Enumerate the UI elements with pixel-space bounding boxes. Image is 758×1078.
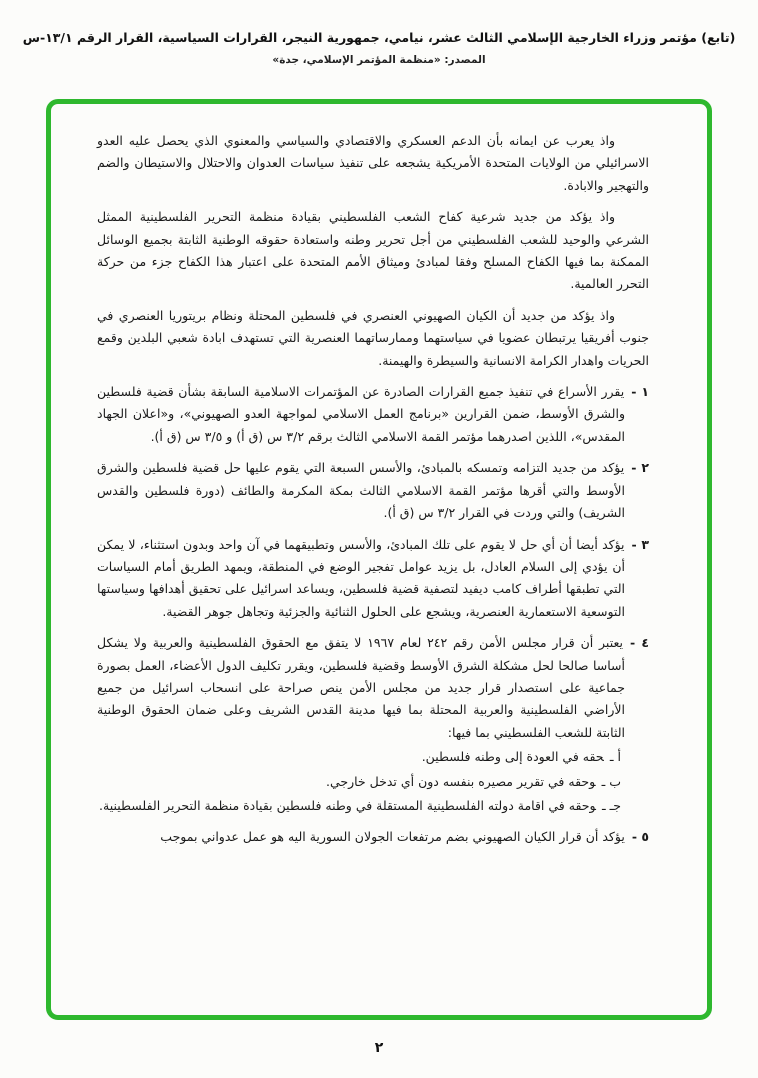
item-text: يؤكد أن قرار الكيان الصهيوني بضم مرتفعات الجولان السورية اليه هو عمل عدواني بموجب (160, 829, 625, 845)
item-number: ٤ - (629, 635, 649, 651)
sub-item-label: أ ـ (609, 749, 621, 765)
sub-item-b (97, 771, 649, 793)
numbered-item-3 (97, 534, 649, 624)
item-number: ١ - (631, 384, 649, 400)
sub-item-j (97, 795, 649, 817)
item-number: ٢ - (631, 460, 649, 476)
item-text: يعتبر أن قرار مجلس الأمن رقم ٢٤٢ لعام ١٩٦٧ لا يتفق مع الحقوق الفلسطينية والعربية ولا يشكل أساسا صالحا لحل مشكلة الشرق الأوسط وقضية فلسطين، ويقرر تكليف الدول الأعضاء، العمل بصورة جماعية على استصدار قرار جديد من مجلس الأمن ينص صراحة على انسحاب اسرائيل من جميع الأراضي الفلسطينية والعربية المحتلة بما فيها مدينة القدس الشريف وعلى ضمان الحقوق الوطنية الثابتة للشعب الفلسطيني بما فيها: (97, 635, 625, 740)
content-border-box (46, 99, 712, 1020)
intro-paragraph: واذ يعرب عن ايمانه بأن الدعم العسكري والاقتصادي والسياسي والمعنوي الذي يحصل عليه العدو الاسرائيلي من الولايات المتحدة الأمريكية يشجعه على تنفيذ سياسات العدوان والاحتلال والاستيطان والضم والتهجير والابادة. (97, 133, 649, 193)
item-text: يقرر الأسراع في تنفيذ جميع القرارات الصادرة عن المؤتمرات الاسلامية السابقة بشأن قضية فلسطين والشرق الأوسط، ضمن القرارين «برنامج العمل الاسلامي لمواجهة العدو الصهيوني»، و«اعلان الجهاد المقدس»، اللذين اصدرهما مؤتمر القمة الاسلامي الثالث برقم ٣/٢ س (ق أ) و ٣/٥ س (ق أ). (97, 384, 625, 444)
sub-item-text: وحقه في اقامة دولته الفلسطينية المستقلة في وطنه فلسطين بقيادة منظمة التحرير الفلسطينية. (99, 797, 596, 813)
intro-paragraph: واذ يؤكد من جديد أن الكيان الصهيوني العنصري في فلسطين المحتلة ونظام بريتوريا العنصري في جنوب أفريقيا يرتبطان عضويا في سياستهما وممارساتهما العنصرية التي تستهدف ابادة شعبي البلدين وقمع الحريات واهدار الكرامة الانسانية والسيطرة والهيمنة. (97, 307, 649, 368)
header-title-line: (تابع) مؤتمر وزراء الخارجية الإسلامي الثالث عشر، نيامي، جمهورية النيجر، القرارات السياسية، القرار الرقم ١٣/١-س (22, 30, 736, 45)
numbered-item-4 (97, 632, 649, 744)
sub-item-label: جـ ـ (601, 797, 621, 813)
page-number: ٢ (374, 1040, 384, 1056)
numbered-item-1 (97, 381, 649, 448)
header-source-line: المصدر: «منظمة المؤتمر الإسلامي، جدة» (272, 54, 486, 66)
sub-item-label: ب ـ (601, 773, 621, 789)
item-number: ٥ - (631, 829, 649, 845)
item-text: يؤكد أيضا أن أي حل لا يقوم على تلك المبادئ، والأسس وتطبيقهما في آن واحد وبدون استثناء، لا يمكن أن يؤدي إلى السلام العادل، بل يزيد عوامل تفجير الوضع في المنطقة، ويمهد الطريق أمام السياسات التي تطبقها أطراف كامب ديفيد لتصفية قضية فلسطين، ويساعد اسرائيل على تحقيق أهدافها وسياستها التوسعية الاستعمارية العنصرية، ويشجع على الحلول الثنائية والجزئية وتجاهل جوهر القضية. (97, 536, 625, 619)
sub-item-text: حقه في العودة إلى وطنه فلسطين. (421, 749, 604, 765)
sub-item-a (97, 746, 649, 768)
numbered-item-2 (97, 457, 649, 524)
document-header (0, 0, 758, 66)
item-number: ٣ - (631, 536, 650, 552)
intro-paragraph: واذ يؤكد من جديد شرعية كفاح الشعب الفلسطيني بقيادة منظمة التحرير الفلسطينية الممثل الشرعي والوحيد للشعب الفلسطيني من أجل تحرير وطنه واستعادة حقوقه الوطنية الثابتة بجميع الوسائل الممكنة بما فيها الكفاح المسلح وفقا لمبادئ وميثاق الأمم المتحدة على اعتبار هذا الكفاح جزء من حركة التحرر العالمية. (97, 209, 649, 292)
document-body (51, 104, 707, 878)
numbered-item-5 (97, 826, 649, 848)
sub-item-text: وحقه في تقرير مصيره بنفسه دون أي تدخل خارجي. (325, 773, 596, 789)
item-text: يؤكد من جديد التزامه وتمسكه بالمبادئ، والأسس السبعة التي يقوم عليها حل قضية فلسطين والشرق الأوسط والتي أقرها مؤتمر القمة الاسلامي الثالث بمكة المكرمة والطائف (دورة فلسطين والقدس الشريف) والتي وردت في القرار ٣/٢ س (ق أ). (97, 460, 625, 521)
